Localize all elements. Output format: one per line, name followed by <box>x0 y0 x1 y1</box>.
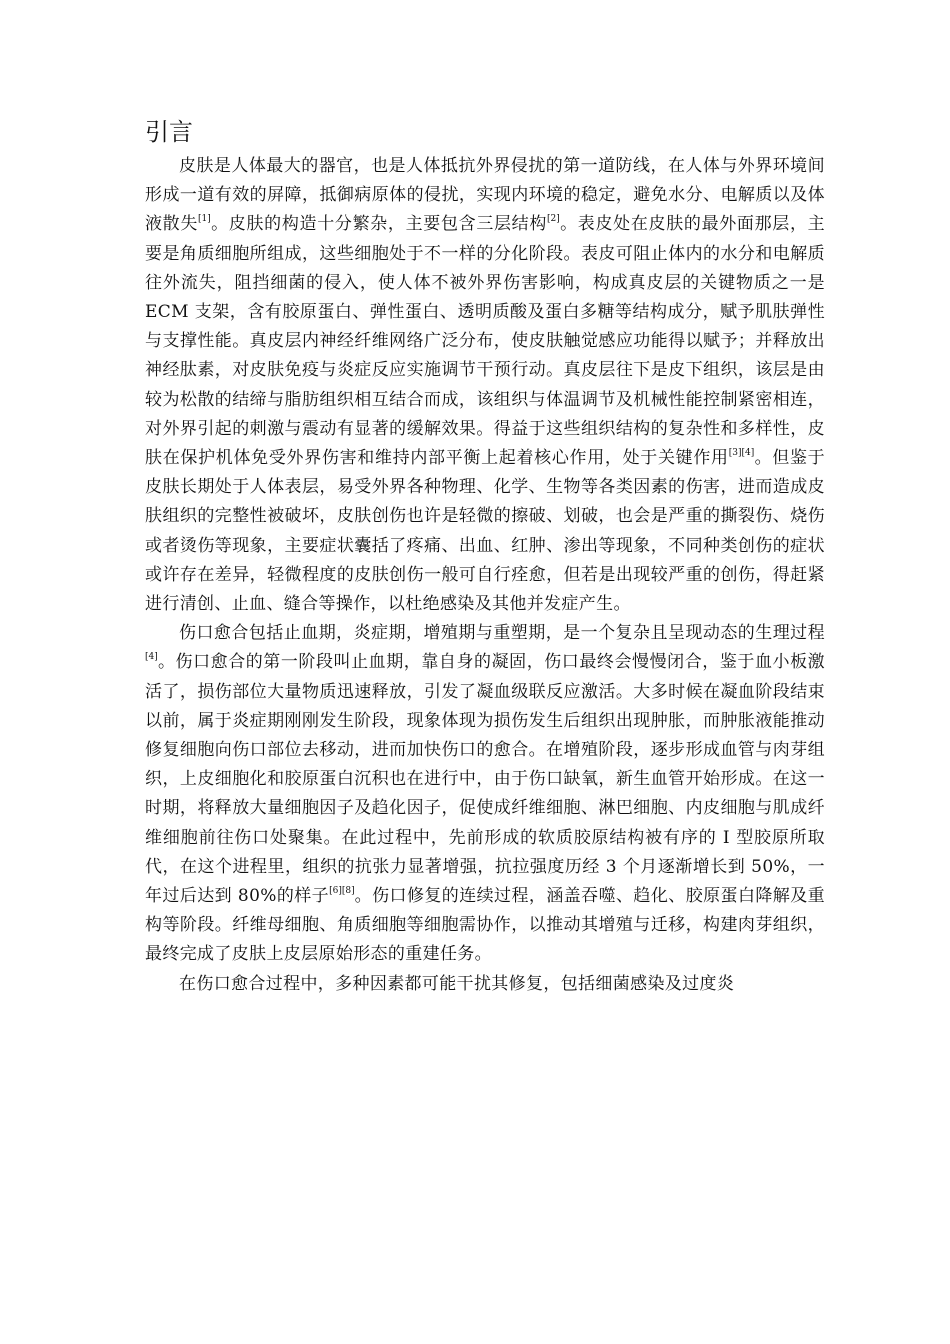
paragraph-1 <box>145 152 825 619</box>
section-heading: 引言 <box>145 118 193 146</box>
text-run: 在伤口愈合过程中，多种因素都可能干扰其修复，包括细菌感染及过度炎 <box>179 973 735 994</box>
paragraph-2 <box>145 619 825 969</box>
text-run: 皮肤是人体最大的器官，也是人体抵抗外界侵扰的第一道防线，在人体与外界环境间形成一道有效的屏障，抵御病原体的侵扰，实现内环境的稳定，避免水分、电解质以及体液散失 <box>145 156 825 235</box>
citation: [6][8] <box>329 886 355 897</box>
citation: [1] <box>198 214 211 225</box>
text-run: 。但鉴于皮肤长期处于人体表层，易受外界各种物理、化学、生物等各类因素的伤害，进而造成皮肤组织的完整性被破坏，皮肤创伤也许是轻微的擦破、划破，也会是严重的撕裂伤、烧伤或者烫伤等现象，主要症状囊括了疼痛、出血、红肿、渗出等现象，不同种类创伤的症状或许存在差异，轻微程度的皮肤创伤一般可自行痊愈，但若是出现较严重的创伤，得赶紧进行清创、止血、缝合等操作，以杜绝感染及其他并发症产生。 <box>145 448 825 615</box>
text-run: 。伤口愈合的第一阶段叫止血期，靠自身的凝固，伤口最终会慢慢闭合，鉴于血小板激活了，损伤部位大量物质迅速释放，引发了凝血级联反应激活。大多时候在凝血阶段结束以前，属于炎症期刚刚发生阶段，现象体现为损伤发生后组织出现肿胀，而肿胀液能推动修复细胞向伤口部位去移动，进而加快伤口的愈合。在增殖阶段，逐步形成血管与肉芽组织，上皮细胞化和胶原蛋白沉积也在进行中，由于伤口缺氧，新生血管开始形成。在这一时期，将释放大量细胞因子及趋化因子，促使成纤维细胞、淋巴细胞、内皮细胞与肌成纤维细胞前往伤口处聚集。在此过程中，先前形成的软质胶原结构被有序的 I 型胶原所取代，在这个进程里，组织的抗张力显著增强，抗拉强度历经 3 个月逐渐增长到 50%，一年过后达到 80%的样子 <box>145 652 825 907</box>
text-run: 。表皮处在皮肤的最外面那层，主要是角质细胞所组成，这些细胞处于不一样的分化阶段。表皮可阻止体内的水分和电解质往外流失，阻挡细菌的侵入，使人体不被外界伤害影响，构成真皮层的关键物质之一是 ECM 支架，含有胶原蛋白、弹性蛋白、透明质酸及蛋白多糖等结构成分，赋予肌肤弹性与支撑性能。真皮层内神经纤维网络广泛分布，使皮肤触觉感应功能得以赋予；并释放出神经肽素，对皮肤免疫与炎症反应实施调节干预行动。真皮层往下是皮下组织，该层是由较为松散的结缔与脂肪组织相互结合而成，该组织与体温调节及机械性能控制紧密相连，对外界引起的刺激与震动有显著的缓解效果。得益于这些组织结构的复杂性和多样性，皮肤在保护机体免受外界伤害和维持内部平衡上起着核心作用，处于关键作用 <box>145 214 825 469</box>
document-page <box>145 112 825 999</box>
citation: [4] <box>145 652 158 663</box>
text-run: 伤口愈合包括止血期，炎症期，增殖期与重塑期，是一个复杂且呈现动态的生理过程 <box>179 623 825 644</box>
citation: [2] <box>547 214 560 225</box>
paragraph-3 <box>145 970 825 999</box>
citation: [3][4] <box>728 448 755 459</box>
text-run: 。伤口修复的连续过程，涵盖吞噬、趋化、胶原蛋白降解及重构等阶段。纤维母细胞、角质细胞等细胞需协作，以推动其增殖与迁移，构建肉芽组织，最终完成了皮肤上皮层原始形态的重建任务。 <box>145 886 825 965</box>
text-run: 。皮肤的构造十分繁杂，主要包含三层结构 <box>210 214 548 235</box>
